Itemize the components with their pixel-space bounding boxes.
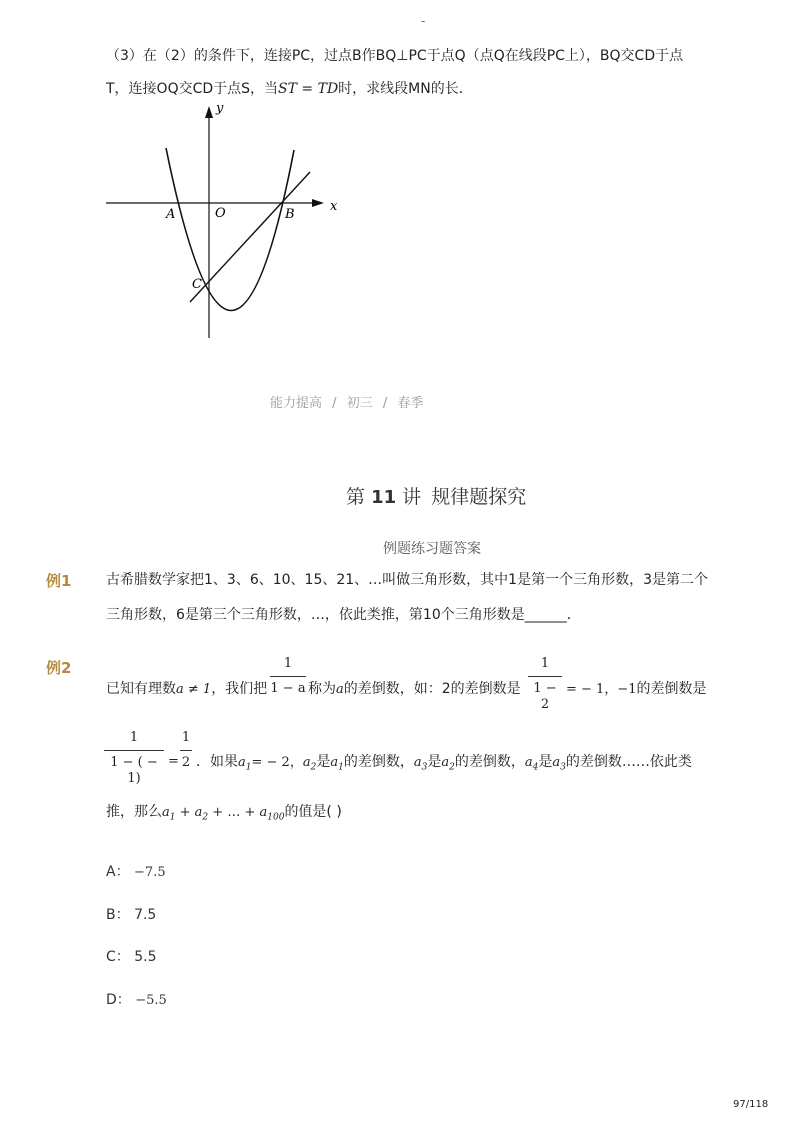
option-value: −7.5 — [134, 865, 166, 880]
option-b[interactable] — [106, 904, 156, 924]
option-c[interactable] — [106, 946, 157, 966]
line-bc — [190, 172, 310, 302]
fraction-numerator: 1 — [129, 730, 139, 745]
ex2-math: = − 2， — [251, 755, 303, 770]
breadcrumb — [270, 392, 423, 411]
problem-part3-condition-math: ST = TD — [278, 81, 339, 97]
option-value: −5.5 — [135, 993, 167, 1008]
lecture-title: 规律题探究 — [431, 486, 527, 508]
example1-line2: 三角形数，6是第三个三角形数，…，依此类推，第10个三角形数是______． — [106, 607, 581, 623]
section-title: 例题练习题答案 — [383, 541, 481, 557]
ex2-text: 推，那么 — [106, 804, 162, 820]
ex2-text: 的差倒数， — [343, 754, 414, 770]
ex2-math-a2: $a_2$ — [441, 755, 455, 773]
problem-part3-line1: （3）在（2）的条件下，连接PC，过点B作BQ⊥PC于点Q（点Q在线段PC上），BQ交CD于点 — [106, 48, 684, 64]
ex2-text: 的差倒数， — [454, 754, 525, 770]
y-axis-arrow — [205, 106, 213, 118]
ex2-math: −1 — [617, 682, 637, 697]
example2-label: 例2 — [46, 659, 72, 677]
fraction-bar — [528, 676, 562, 677]
example2-line3 — [106, 802, 342, 828]
ex2-text: 的差倒数，如：2的差倒数是 — [343, 681, 521, 697]
example2-line1-c — [566, 679, 707, 700]
fraction-numerator: 1 — [540, 656, 550, 671]
breadcrumb-part2: 初三 — [346, 396, 373, 411]
fraction-denominator: 1 − ( − 1) — [110, 755, 158, 786]
ex2-text: 的值是( ) — [284, 804, 342, 820]
problem-part3-line2-pre: T，连接OQ交CD于点S，当 — [106, 81, 279, 97]
ex2-text: 是 — [316, 754, 331, 770]
lecture-prefix: 第 — [346, 486, 366, 508]
ex2-math: a — [336, 682, 344, 697]
parabola-curve — [166, 148, 294, 311]
example1-label: 例1 — [46, 572, 72, 590]
breadcrumb-part3: 春季 — [397, 396, 424, 411]
x-axis-arrow — [312, 199, 324, 207]
option-letter: B： — [106, 907, 130, 923]
fraction-denominator: 1 − a — [270, 681, 306, 696]
breadcrumb-part1: 能力提高 — [270, 396, 323, 411]
fraction-bar — [104, 750, 164, 751]
example1-line1: 古希腊数学家把1、3、6、10、15、21、…叫做三角形数，其中1是第一个三角形数，3是第二个 — [106, 572, 708, 588]
point-a-label: A — [166, 207, 176, 222]
ex2-math: + … + — [212, 805, 260, 820]
option-letter: C： — [106, 949, 130, 965]
ex2-math-a1: $a_1$ — [330, 755, 344, 773]
fraction-bar — [180, 750, 192, 751]
ex2-math-a2: $a_2$ — [302, 755, 317, 773]
ex2-text: ，我们把 — [211, 681, 268, 697]
option-value: 7.5 — [134, 907, 157, 923]
ex2-text: ．如果 — [196, 754, 238, 770]
ex2-text: 的差倒数是 — [636, 681, 707, 697]
parabola-figure — [100, 100, 340, 345]
ex2-math-a4: $a_4$ — [524, 755, 539, 773]
fraction-numerator: 1 — [283, 656, 293, 671]
problem-part3-line2 — [106, 79, 473, 99]
ex2-math-a3: $a_3$ — [413, 755, 428, 773]
option-letter: A： — [106, 864, 130, 880]
fraction-bar — [270, 676, 306, 677]
breadcrumb-separator: / — [332, 396, 337, 411]
ex2-math-a3: $a_3$ — [552, 755, 566, 773]
fraction-1-over-1-minus-neg1 — [104, 730, 164, 787]
axis-x-label: x — [330, 199, 338, 214]
ex2-math-sum: $a_1 + a_2$ + … + $a_{100}$ — [162, 805, 285, 823]
lecture-suffix: 讲 — [402, 486, 422, 508]
ex2-math: = − 1， — [566, 682, 618, 697]
example2-eq: = — [168, 754, 179, 769]
fraction-1-over-1-minus-a — [270, 656, 306, 697]
ex2-text: 称为 — [308, 681, 336, 697]
fraction-numerator: 1 — [181, 730, 191, 745]
point-o-label: O — [215, 206, 226, 221]
lecture-heading — [346, 482, 526, 509]
ex2-math: a ≠ 1 — [176, 682, 212, 697]
point-b-label: B — [285, 207, 295, 222]
ex2-text: 是 — [427, 754, 442, 770]
example2-line2 — [196, 752, 692, 778]
ex2-text: 是 — [538, 754, 553, 770]
top-mark: - — [421, 14, 426, 28]
option-value: 5.5 — [134, 949, 157, 965]
problem-part3-line2-post: 时，求线段MN的长． — [338, 81, 473, 97]
ex2-text: 已知有理数 — [106, 681, 176, 697]
page-number: 97/118 — [733, 1099, 769, 1110]
ex2-math-a1: $a_1$ — [238, 755, 252, 773]
fraction-1-over-1-minus-2 — [528, 656, 562, 713]
ex2-text: 的差倒数……依此类 — [565, 754, 692, 770]
example2-line1 — [106, 679, 267, 700]
lecture-number: 11 — [371, 487, 397, 508]
point-c-label: C — [192, 277, 202, 292]
fraction-denominator: 2 — [181, 755, 191, 770]
option-letter: D： — [106, 992, 131, 1008]
fraction-1-over-2 — [180, 730, 192, 771]
example2-line1-b — [308, 679, 521, 700]
breadcrumb-separator: / — [382, 396, 388, 411]
option-d[interactable] — [106, 989, 167, 1009]
axis-y-label: y — [216, 101, 224, 116]
fraction-denominator: 1 − 2 — [533, 681, 557, 712]
option-a[interactable] — [106, 861, 166, 881]
